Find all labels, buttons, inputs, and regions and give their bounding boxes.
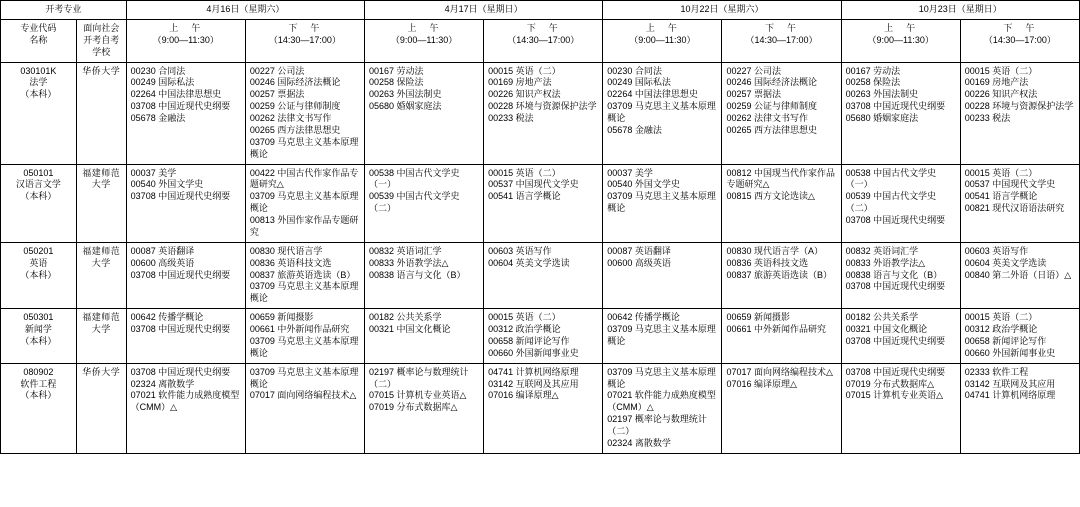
header-school	[76, 19, 126, 62]
course-item: 00539 中国古代文学史（二）	[845, 191, 937, 214]
header-session-2-name: 下 午	[288, 22, 322, 33]
course-item: 03142 互联网及其应用	[964, 378, 1056, 389]
course-item: 00603 英语写作	[964, 245, 1029, 256]
course-item: 00422 中国古代作家作品专题研究△	[249, 167, 359, 190]
course-item: 00840 第二外语（日语）△	[964, 269, 1072, 280]
course-item: 00660 外国新闻事业史	[964, 347, 1056, 358]
course-item: 03708 中国近现代史纲要	[845, 215, 946, 225]
header-session-3	[364, 19, 483, 62]
header-major-label: 开考专业	[1, 1, 127, 20]
course-item: 03708 中国近现代史纲要	[130, 366, 231, 377]
course-list-cell	[722, 164, 841, 242]
course-list-cell	[245, 363, 364, 453]
course-item: 03708 中国近现代史纲要	[130, 269, 231, 280]
school-cell: 福建师范大学	[76, 242, 126, 308]
header-session-4	[484, 19, 603, 62]
course-item: 07015 计算机专业英语△	[845, 390, 944, 401]
course-item: 00259 公证与律师制度	[726, 101, 817, 112]
course-list-cell	[484, 62, 603, 164]
course-item: 00659 新闻摄影	[726, 312, 790, 323]
course-item: 00642 传播学概论	[130, 312, 204, 323]
header-session-5	[603, 19, 722, 62]
table-row	[1, 62, 1080, 164]
course-item: 03708 中国近现代史纲要	[130, 191, 231, 202]
header-day-4: 10月23日（星期日）	[841, 1, 1079, 20]
course-list-cell	[960, 62, 1079, 164]
course-item: 00659 新闻摄影	[249, 312, 314, 323]
course-item: 00604 英美文学选读	[964, 257, 1047, 268]
course-item: 00015 英语（二）	[488, 312, 561, 323]
header-session-4-name: 下 午	[526, 22, 560, 33]
course-list-cell	[722, 363, 841, 453]
course-item: 00538 中国古代文学史（一）	[368, 167, 460, 190]
course-item: 00228 环境与资源保护法学	[488, 101, 597, 112]
course-item: 00830 现代语言学	[249, 245, 323, 256]
course-item: 03709 马克思主义基本原理概论	[607, 366, 716, 389]
course-item: 04741 计算机网络原理	[488, 366, 579, 377]
course-item: 00658 新闻评论写作	[488, 335, 570, 346]
course-item: 02324 离散数学	[607, 437, 671, 448]
course-item: 07019 分布式数据库△	[368, 402, 458, 413]
course-item: 00249 国际私法	[607, 77, 671, 88]
course-item: 00087 英语翻译	[130, 245, 195, 256]
school-cell: 华侨大学	[76, 62, 126, 164]
course-list-cell	[841, 164, 960, 242]
course-item: 00540 外国文学史	[130, 179, 204, 190]
course-list-cell	[841, 363, 960, 453]
course-item: 00541 语言学概论	[964, 191, 1038, 202]
header-school-line3: 学校	[92, 46, 111, 57]
course-item: 03709 马克思主义基本原理概论	[249, 281, 359, 304]
course-item: 00246 国际经济法概论	[726, 77, 817, 88]
header-row-days	[1, 1, 1080, 20]
header-session-4-time: （14:30—17:00）	[507, 34, 580, 45]
course-list-cell	[245, 164, 364, 242]
course-item: 00600 高级英语	[130, 257, 195, 268]
major-code-line: 汉语言文学	[15, 179, 61, 190]
header-session-2-time: （14:30—17:00）	[268, 34, 341, 45]
course-list-cell	[960, 242, 1079, 308]
course-item: 00833 外语教学法△	[368, 257, 449, 268]
school-cell: 华侨大学	[76, 363, 126, 453]
major-code-cell	[1, 62, 77, 164]
table-row	[1, 363, 1080, 453]
exam-schedule-body	[1, 62, 1080, 453]
course-list-cell	[245, 62, 364, 164]
course-list-cell	[603, 309, 722, 364]
course-item: 00169 房地产法	[488, 77, 552, 88]
major-code-cell	[1, 164, 77, 242]
header-session-2	[245, 19, 364, 62]
course-list-cell	[841, 62, 960, 164]
course-item: 00087 英语翻译	[607, 245, 671, 256]
course-item: 00262 法律文书写作	[249, 113, 332, 123]
course-item: 00230 合同法	[130, 65, 186, 76]
course-item: 02264 中国法律思想史	[607, 89, 698, 100]
course-item: 00661 中外新闻作品研究	[249, 324, 350, 334]
course-item: 00182 公共关系学	[845, 312, 919, 323]
course-list-cell	[603, 164, 722, 242]
course-item: 03709 马克思主义基本原理概论	[607, 191, 716, 214]
course-item: 03142 互联网及其应用	[488, 378, 579, 389]
course-item: 00539 中国古代文学史（二）	[368, 191, 460, 214]
course-item: 00259 公证与律师制度	[249, 101, 341, 112]
course-item: 05680 婚姻家庭法	[845, 113, 919, 123]
course-item: 07017 面向网络编程技术△	[249, 390, 357, 401]
course-list-cell	[364, 164, 483, 242]
course-list-cell	[364, 242, 483, 308]
header-session-6	[722, 19, 841, 62]
course-item: 00604 英美文学选读	[488, 257, 570, 268]
course-item: 00246 国际经济法概论	[249, 77, 341, 88]
course-item: 00037 美学	[130, 167, 177, 178]
major-code-line: （本科）	[20, 89, 57, 100]
header-session-1-time: （9:00—11:30）	[152, 34, 219, 45]
course-item: 02197 概率论与数理统计（二）	[607, 414, 707, 436]
course-item: 00661 中外新闻作品研究	[726, 324, 826, 334]
header-session-5-time: （9:00—11:30）	[629, 34, 696, 45]
course-list-cell	[841, 309, 960, 364]
course-item: 00263 外国法制史	[845, 89, 919, 100]
major-code-line: 050301	[23, 312, 54, 323]
course-item: 00832 英语词汇学	[845, 245, 919, 256]
major-code-line: （本科）	[20, 191, 57, 202]
course-item: 03708 中国近现代史纲要	[845, 366, 946, 377]
course-item: 00167 劳动法	[845, 65, 901, 76]
school-cell: 福建师范大学	[76, 164, 126, 242]
course-item: 00226 知识产权法	[488, 89, 561, 100]
course-item: 00836 英语科技文选	[249, 257, 332, 268]
course-list-cell	[364, 309, 483, 364]
header-session-3-time: （9:00—11:30）	[390, 34, 458, 45]
course-list-cell	[484, 309, 603, 364]
course-item: 00233 税法	[488, 113, 534, 123]
course-item: 00813 外国作家作品专题研究	[249, 215, 359, 237]
course-item: 03709 马克思主义基本原理概论	[249, 366, 359, 389]
course-item: 00182 公共关系学	[368, 312, 442, 323]
table-row	[1, 242, 1080, 308]
course-item: 00312 政治学概论	[488, 324, 561, 334]
course-item: 00233 税法	[964, 113, 1011, 123]
header-major-code-line1: 专业代码	[20, 22, 57, 33]
course-list-cell	[245, 309, 364, 364]
course-item: 00540 外国文学史	[607, 179, 680, 190]
course-list-cell	[364, 62, 483, 164]
header-day-2: 4月17日（星期日）	[364, 1, 602, 20]
course-list-cell	[126, 62, 245, 164]
course-item: 00658 新闻评论写作	[964, 335, 1047, 346]
course-item: 00015 英语（二）	[964, 312, 1038, 323]
header-major-code	[1, 19, 77, 62]
course-list-cell	[364, 363, 483, 453]
header-day-1: 4月16日（星期六）	[126, 1, 364, 20]
major-code-line: 英语	[29, 257, 48, 268]
major-code-cell	[1, 363, 77, 453]
course-item: 00263 外国法制史	[368, 89, 442, 100]
header-session-1-name: 上 午	[169, 22, 203, 33]
major-code-cell	[1, 242, 77, 308]
course-item: 00838 语言与文化（B）	[845, 269, 943, 280]
course-list-cell	[960, 164, 1079, 242]
course-item: 00833 外语教学法△	[845, 257, 926, 268]
course-item: 00262 法律文书写作	[726, 113, 808, 123]
course-item: 00821 现代汉语语法研究	[964, 203, 1065, 214]
table-row	[1, 309, 1080, 364]
course-item: 07016 编译原理△	[726, 378, 797, 389]
course-list-cell	[245, 242, 364, 308]
header-session-1	[126, 19, 245, 62]
course-item: 04741 计算机网络原理	[964, 390, 1056, 401]
course-item: 00015 英语（二）	[488, 65, 561, 76]
course-list-cell	[603, 363, 722, 453]
major-code-line: （本科）	[20, 335, 57, 346]
course-item: 00015 英语（二）	[964, 167, 1038, 178]
course-item: 07017 面向网络编程技术△	[726, 366, 833, 377]
header-row-sessions	[1, 19, 1080, 62]
header-session-7-name: 上 午	[884, 22, 918, 33]
course-item: 02333 软件工程	[964, 366, 1029, 377]
course-list-cell	[722, 62, 841, 164]
major-code-cell	[1, 309, 77, 364]
header-day-3: 10月22日（星期六）	[603, 1, 841, 20]
course-item: 03709 马克思主义基本原理概论	[607, 324, 716, 346]
course-item: 03709 马克思主义基本原理概论	[249, 335, 359, 358]
course-item: 07019 分布式数据库△	[845, 378, 935, 389]
course-list-cell	[484, 363, 603, 453]
course-item: 00832 英语词汇学	[368, 245, 442, 256]
course-item: 07021 软件能力成熟度模型（CMM）△	[130, 390, 240, 413]
course-item: 07015 计算机专业英语△	[368, 390, 467, 401]
header-school-line2: 开考自考	[83, 34, 120, 45]
course-item: 00815 西方文论选读△	[726, 191, 815, 202]
major-code-line: 法学	[29, 77, 48, 88]
major-code-line: 030101K	[20, 65, 57, 76]
course-item: 00249 国际私法	[130, 77, 195, 88]
course-item: 00321 中国文化概论	[368, 324, 451, 334]
course-item: 05678 金融法	[607, 124, 662, 135]
course-item: 03708 中国近现代史纲要	[845, 335, 946, 346]
course-list-cell	[126, 164, 245, 242]
header-session-7	[841, 19, 960, 62]
major-code-line: 050201	[23, 245, 54, 256]
course-item: 00838 语言与文化（B）	[368, 269, 466, 280]
course-item: 02264 中国法律思想史	[130, 89, 222, 100]
course-item: 03709 马克思主义基本原理概论	[249, 136, 359, 159]
course-item: 00603 英语写作	[488, 245, 552, 256]
course-list-cell	[722, 242, 841, 308]
course-list-cell	[484, 242, 603, 308]
course-item: 00169 房地产法	[964, 77, 1029, 88]
course-item: 00537 中国现代文学史	[964, 179, 1056, 190]
course-item: 03708 中国近现代史纲要	[845, 101, 946, 112]
major-code-line: 软件工程	[20, 378, 57, 389]
course-list-cell	[603, 62, 722, 164]
course-item: 00257 票据法	[249, 89, 305, 100]
course-item: 00227 公司法	[249, 65, 305, 76]
course-item: 00837 旅游英语选读（B）	[726, 269, 832, 280]
course-item: 00230 合同法	[607, 65, 662, 76]
course-item: 00660 外国新闻事业史	[488, 347, 579, 358]
course-item: 05678 金融法	[130, 113, 186, 123]
school-cell: 福建师范大学	[76, 309, 126, 364]
header-major-code-line2: 名称	[29, 34, 48, 45]
course-item: 05680 婚姻家庭法	[368, 101, 442, 112]
course-item: 00226 知识产权法	[964, 89, 1038, 100]
major-code-line: 050101	[23, 167, 54, 178]
course-item: 02197 概率论与数理统计（二）	[368, 366, 469, 389]
course-list-cell	[126, 309, 245, 364]
course-item: 00265 西方法律思想史	[249, 124, 341, 135]
course-item: 07021 软件能力成熟度模型（CMM）△	[607, 390, 716, 413]
header-school-line1: 面向社会	[83, 22, 120, 33]
course-item: 03708 中国近现代史纲要	[845, 281, 946, 292]
course-item: 00227 公司法	[726, 65, 781, 76]
course-item: 00836 英语科技文选	[726, 257, 808, 268]
course-item: 03708 中国近现代史纲要	[130, 324, 231, 334]
course-list-cell	[484, 164, 603, 242]
header-session-3-name: 上 午	[407, 22, 441, 33]
course-item: 02324 离散数学	[130, 378, 195, 389]
header-session-6-time: （14:30—17:00）	[745, 34, 818, 45]
course-list-cell	[841, 242, 960, 308]
course-list-cell	[126, 242, 245, 308]
course-item: 00257 票据法	[726, 89, 781, 100]
course-item: 03708 中国近现代史纲要	[130, 101, 231, 112]
course-list-cell	[603, 242, 722, 308]
course-list-cell	[126, 363, 245, 453]
header-session-8-time: （14:30—17:00）	[983, 34, 1056, 45]
course-item: 00265 西方法律思想史	[726, 124, 817, 135]
header-session-8-name: 下 午	[1003, 22, 1037, 33]
header-session-5-name: 上 午	[645, 22, 679, 33]
course-item: 00258 保险法	[845, 77, 901, 88]
course-item: 00537 中国现代文学史	[488, 179, 579, 190]
course-item: 00642 传播学概论	[607, 312, 680, 323]
course-item: 00541 语言学概论	[488, 191, 561, 202]
course-list-cell	[960, 309, 1079, 364]
course-item: 00600 高级英语	[607, 257, 671, 268]
header-session-6-name: 下 午	[765, 22, 799, 33]
course-item: 00312 政治学概论	[964, 324, 1038, 334]
course-item: 00830 现代语言学（A）	[726, 245, 823, 256]
course-item: 00037 美学	[607, 167, 653, 178]
table-row	[1, 164, 1080, 242]
major-code-line: （本科）	[20, 390, 57, 401]
major-code-line: （本科）	[20, 269, 57, 280]
course-item: 00321 中国文化概论	[845, 324, 928, 334]
header-session-8	[960, 19, 1079, 62]
course-item: 00812 中国现当代作家作品专题研究△	[726, 167, 835, 190]
course-item: 00167 劳动法	[368, 65, 424, 76]
course-item: 00258 保险法	[368, 77, 424, 88]
course-list-cell	[722, 309, 841, 364]
major-code-line: 080902	[23, 366, 54, 377]
course-item: 00538 中国古代文学史（一）	[845, 167, 937, 190]
course-item: 03709 马克思主义基本原理概论	[607, 101, 716, 123]
course-item: 00837 旅游英语选读（B）	[249, 269, 356, 280]
course-item: 00015 英语（二）	[964, 65, 1038, 76]
course-item: 00015 英语（二）	[488, 167, 561, 178]
course-item: 07016 编译原理△	[488, 390, 559, 401]
course-item: 03709 马克思主义基本原理概论	[249, 191, 359, 214]
header-session-7-time: （9:00—11:30）	[867, 34, 934, 45]
course-list-cell	[960, 363, 1079, 453]
course-item: 00228 环境与资源保护法学	[964, 101, 1074, 112]
major-code-line: 新闻学	[24, 324, 52, 334]
